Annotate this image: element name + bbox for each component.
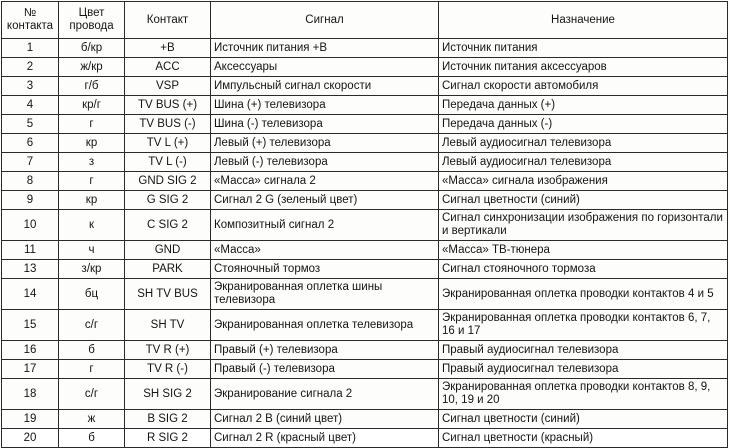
cell-signal: Левый (+) телевизора (211, 134, 439, 153)
table-row (2, 310, 728, 341)
cell-wire-color: к (59, 210, 125, 241)
cell-wire-color: г (59, 172, 125, 191)
cell-signal: Сигнал 2 B (синий цвет) (211, 410, 439, 429)
cell-signal: Правый (-) телевизора (211, 360, 439, 379)
cell-contact: TV BUS (-) (125, 115, 211, 134)
cell-wire-color: бц (59, 279, 125, 310)
cell-wire-color: ч (59, 241, 125, 260)
cell-wire-color: г (59, 360, 125, 379)
cell-purpose: Экранированная оплетка проводки контактов 8, 9, 10, 19 и 20 (439, 379, 728, 410)
cell-purpose: Источник питания аксессуаров (439, 58, 728, 77)
cell-purpose: Сигнал синхронизации изображения по горизонтали и вертикали (439, 210, 728, 241)
table-row (2, 58, 728, 77)
cell-contact: C SIG 2 (125, 210, 211, 241)
cell-purpose: Правый аудиосигнал телевизора (439, 341, 728, 360)
cell-contact: SH TV (125, 310, 211, 341)
cell-signal: Импульсный сигнал скорости (211, 77, 439, 96)
cell-signal: Экранированная оплетка шины телевизора (211, 279, 439, 310)
cell-purpose: «Масса» ТВ-тюнера (439, 241, 728, 260)
cell-purpose: Сигнал стояночного тормоза (439, 260, 728, 279)
cell-signal: Экранированная оплетка телевизора (211, 310, 439, 341)
cell-wire-color: г (59, 115, 125, 134)
table-row (2, 260, 728, 279)
cell-contact-number: 19 (2, 410, 59, 429)
cell-contact-number: 17 (2, 360, 59, 379)
table-row (2, 410, 728, 429)
cell-wire-color: г/б (59, 77, 125, 96)
cell-contact-number: 18 (2, 379, 59, 410)
cell-purpose: Сигнал скорости автомобиля (439, 77, 728, 96)
cell-contact: +B (125, 39, 211, 58)
cell-contact-number: 8 (2, 172, 59, 191)
cell-contact-number: 11 (2, 241, 59, 260)
cell-purpose: Правый аудиосигнал телевизора (439, 360, 728, 379)
table-row (2, 115, 728, 134)
cell-contact-number: 4 (2, 96, 59, 115)
cell-purpose: Передача данных (+) (439, 96, 728, 115)
cell-contact: SH TV BUS (125, 279, 211, 310)
cell-wire-color: з/кр (59, 260, 125, 279)
cell-contact: B SIG 2 (125, 410, 211, 429)
cell-signal: Аксессуары (211, 58, 439, 77)
cell-purpose: Левый аудиосигнал телевизора (439, 134, 728, 153)
cell-signal: Шина (-) телевизора (211, 115, 439, 134)
cell-contact-number: 16 (2, 341, 59, 360)
table-row (2, 77, 728, 96)
cell-wire-color: б (59, 341, 125, 360)
cell-contact: R SIG 2 (125, 429, 211, 448)
cell-contact-number: 9 (2, 191, 59, 210)
header-contact-number: № контакта (2, 2, 59, 39)
cell-wire-color: кр (59, 134, 125, 153)
header-signal: Сигнал (211, 2, 439, 39)
cell-contact-number: 7 (2, 153, 59, 172)
cell-contact-number: 3 (2, 77, 59, 96)
cell-signal: Источник питания +B (211, 39, 439, 58)
cell-purpose: Сигнал цветности (красный) (439, 429, 728, 448)
cell-contact: G SIG 2 (125, 191, 211, 210)
cell-contact-number: 1 (2, 39, 59, 58)
table-row (2, 241, 728, 260)
cell-purpose: Экранированная оплетка проводки контактов 6, 7, 16 и 17 (439, 310, 728, 341)
cell-purpose: Сигнал цветности (синий) (439, 191, 728, 210)
cell-contact-number: 2 (2, 58, 59, 77)
table-row (2, 153, 728, 172)
cell-wire-color: с/г (59, 310, 125, 341)
cell-contact: TV L (+) (125, 134, 211, 153)
cell-signal: Экранирование сигнала 2 (211, 379, 439, 410)
cell-contact-number: 6 (2, 134, 59, 153)
cell-signal: «Масса» сигнала 2 (211, 172, 439, 191)
cell-purpose: Передача данных (-) (439, 115, 728, 134)
cell-wire-color: ж (59, 410, 125, 429)
cell-contact-number: 20 (2, 429, 59, 448)
cell-purpose: «Масса» сигнала изображения (439, 172, 728, 191)
cell-purpose: Левый аудиосигнал телевизора (439, 153, 728, 172)
cell-signal: Сигнал 2 R (красный цвет) (211, 429, 439, 448)
table-row (2, 210, 728, 241)
cell-wire-color: ж/кр (59, 58, 125, 77)
cell-signal: Композитный сигнал 2 (211, 210, 439, 241)
cell-signal: «Масса» (211, 241, 439, 260)
header-wire-color: Цвет провода (59, 2, 125, 39)
table-row (2, 191, 728, 210)
cell-purpose: Сигнал цветности (синий) (439, 410, 728, 429)
cell-contact: TV BUS (+) (125, 96, 211, 115)
table-row (2, 379, 728, 410)
cell-wire-color: б/кр (59, 39, 125, 58)
cell-purpose: Экранированная оплетка проводки контактов 4 и 5 (439, 279, 728, 310)
table-header-row (2, 2, 728, 39)
table-row (2, 360, 728, 379)
cell-contact: GND (125, 241, 211, 260)
cell-wire-color: кр (59, 191, 125, 210)
cell-contact: PARK (125, 260, 211, 279)
table-row (2, 341, 728, 360)
cell-wire-color: кр/г (59, 96, 125, 115)
cell-wire-color: з (59, 153, 125, 172)
cell-signal: Стояночный тормоз (211, 260, 439, 279)
cell-purpose: Источник питания (439, 39, 728, 58)
table-row (2, 39, 728, 58)
cell-contact-number: 13 (2, 260, 59, 279)
table-row (2, 279, 728, 310)
cell-contact: TV R (+) (125, 341, 211, 360)
cell-signal: Сигнал 2 G (зеленый цвет) (211, 191, 439, 210)
cell-contact: GND SIG 2 (125, 172, 211, 191)
cell-contact-number: 5 (2, 115, 59, 134)
table-row (2, 134, 728, 153)
header-purpose: Назначение (439, 2, 728, 39)
connector-pinout-table (1, 1, 728, 448)
cell-contact-number: 14 (2, 279, 59, 310)
table-row (2, 172, 728, 191)
cell-signal: Шина (+) телевизора (211, 96, 439, 115)
cell-contact: SH SIG 2 (125, 379, 211, 410)
cell-contact: VSP (125, 77, 211, 96)
cell-contact: ACC (125, 58, 211, 77)
cell-contact-number: 10 (2, 210, 59, 241)
cell-contact: TV R (-) (125, 360, 211, 379)
cell-wire-color: б (59, 429, 125, 448)
cell-contact-number: 15 (2, 310, 59, 341)
cell-wire-color: с/г (59, 379, 125, 410)
cell-signal: Левый (-) телевизора (211, 153, 439, 172)
cell-signal: Правый (+) телевизора (211, 341, 439, 360)
cell-contact: TV L (-) (125, 153, 211, 172)
table-body (2, 39, 728, 448)
table-row (2, 429, 728, 448)
table-row (2, 96, 728, 115)
header-contact: Контакт (125, 2, 211, 39)
